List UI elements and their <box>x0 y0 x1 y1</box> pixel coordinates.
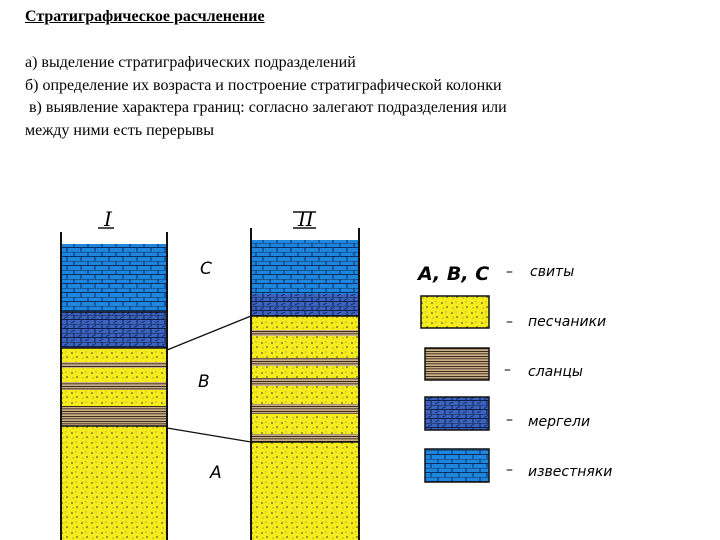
legend-swatch-limestone <box>425 449 489 482</box>
sand-layer <box>251 442 359 540</box>
text-line-d: между ними есть перерывы <box>25 121 214 139</box>
marl-layer <box>251 294 359 316</box>
legend-label-sand: песчаники <box>528 314 607 330</box>
legend-heading: A, B, C <box>418 263 490 285</box>
sand-layer <box>61 348 167 362</box>
column-2 <box>251 207 359 540</box>
shale-layer <box>61 406 167 426</box>
text-line-a: а) выделение стратиграфических подразделений <box>25 54 356 71</box>
unit-label-a: A <box>210 463 222 483</box>
shale-layer <box>251 404 359 414</box>
shale-layer <box>61 382 167 390</box>
text-line-b: б) определение их возраста и построение стратиграфической колонки <box>25 76 502 94</box>
svg-text:–: – <box>506 412 513 428</box>
svg-text:–: – <box>506 462 513 478</box>
legend-swatch-shale <box>425 348 489 380</box>
column-1 <box>61 207 167 540</box>
sand-layer <box>61 390 167 406</box>
sand-layer <box>251 336 359 358</box>
column-1-label: I <box>104 207 112 231</box>
limestone-layer <box>61 244 167 312</box>
svg-text:–: – <box>504 362 511 378</box>
unit-label-c: C <box>200 259 212 279</box>
sand-layer <box>251 366 359 378</box>
correlation-line-upper <box>167 316 251 350</box>
page-title: Стратиграфическое расчленение <box>25 8 265 25</box>
shale-layer <box>251 358 359 366</box>
sand-layer <box>61 368 167 382</box>
sand-layer <box>251 386 359 404</box>
shale-layer <box>251 434 359 442</box>
marl-layer <box>61 312 167 348</box>
column-2-label: II <box>298 207 314 231</box>
legend-dash: – <box>506 264 513 280</box>
text-line-c: в) выявление характера границ: согласно залегают подразделения или <box>25 99 507 116</box>
svg-text:–: – <box>506 314 513 330</box>
limestone-layer <box>251 240 359 294</box>
legend-label-marl: мергели <box>528 414 591 430</box>
shale-layer <box>61 362 167 368</box>
legend <box>416 263 612 482</box>
sand-layer <box>61 426 167 540</box>
legend-label-shale: сланцы <box>528 364 583 380</box>
legend-label-limestone: известняки <box>528 464 613 480</box>
sand-layer <box>251 316 359 330</box>
correlation-line-lower <box>167 428 251 442</box>
sand-layer <box>251 414 359 434</box>
unit-label-b: B <box>198 372 210 392</box>
legend-heading-label: свиты <box>530 264 575 280</box>
legend-swatch-sand <box>421 296 489 328</box>
legend-swatch-marl <box>425 397 489 430</box>
shale-layer <box>251 378 359 386</box>
shale-layer <box>251 330 359 336</box>
